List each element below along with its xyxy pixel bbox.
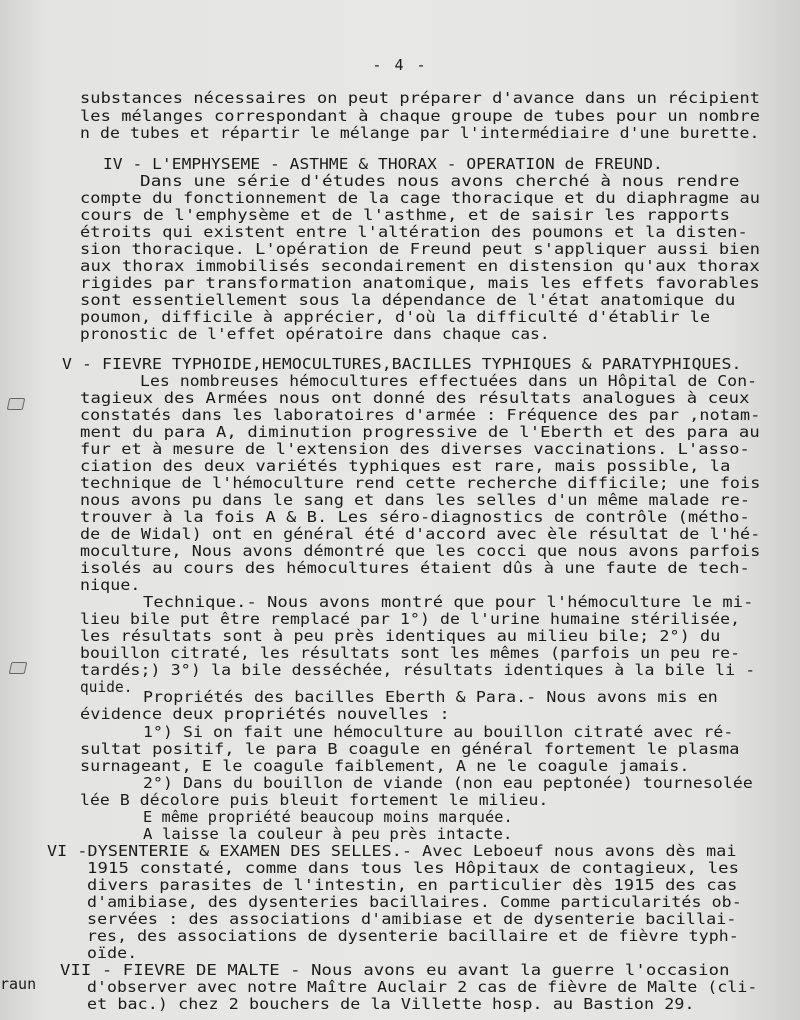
text-line: A laisse la couleur à peu près intacte. (143, 825, 513, 843)
text-line: moculture, Nous avons démontré que les cocci que nous avons parfois (80, 542, 761, 560)
text-line: rigides par transformation anatomique, mais les effets favorables (80, 274, 760, 292)
text-line: et bac.) chez 2 bouchers de la Villette hosp. au Bastion 29. (87, 995, 695, 1013)
text-line: res, des associations de dysenterie bacillaire et de fièvre typh- (87, 927, 739, 945)
text-line: VI -DYSENTERIE & EXAMEN DES SELLES.- Avec Leboeuf nous avons dès mai (47, 842, 737, 860)
text-line: ment du para A, diminution progressive de l'Eberth et des para au (80, 423, 760, 441)
text-line: 2°) Dans du bouillon de viande (non eau peptonée) tournesolée (143, 774, 753, 792)
text-line: n de tubes et répartir le mélange par l'intermédiaire d'une burette. (80, 124, 760, 142)
text-line: aux thorax immobilisés secondairement en distension qu'aux thorax (80, 257, 760, 275)
text-line: lieu bile put être remplacé par 1°) de l'urine humaine stérilisée, (80, 610, 741, 628)
text-line: les résultats sont à peu près identiques au milieu bile; 2°) du (80, 627, 721, 645)
text-line: Propriétés des bacilles Eberth & Para.- Nous avons mis en (143, 688, 718, 706)
text-line: tagieux des Armées nous ont donné des résultats analogues à ceux (80, 389, 750, 407)
margin-note: raun (0, 975, 37, 993)
text-line: quide. (80, 678, 133, 696)
text-line: sultat positif, le para B coagule en général fortement le plasma (80, 740, 740, 758)
text-line: IV - L'EMPHYSEME - ASTHME & THORAX - OPERATION de FREUND. (103, 155, 663, 173)
text-line: Technique.- Nous avons montré que pour l'hémoculture le mi- (143, 593, 754, 611)
text-line: nous avons pu dans le sang et dans les selles d'un même malade re- (80, 491, 751, 509)
text-line: oïde. (87, 944, 138, 962)
text-line: d'amibiase, des dysenteries bacillaires. Comme particularités ob- (87, 893, 742, 911)
text-line: Dans une série d'études nous avons cherché à nous rendre (140, 172, 740, 190)
text-line: isolés au cours des hémocultures étaient dûs à une faute de tech- (80, 559, 750, 577)
text-line: les mélanges correspondant à chaque groupe de tubes pour un nombre (80, 107, 761, 125)
text-line: bouillon citraté, les résultats sont les mêmes (parfois un peu re- (80, 644, 741, 662)
text-line: nique. (80, 576, 141, 594)
text-line: de de Widal) ont en général été d'accord avec èle résultat de l'hé- (80, 525, 761, 543)
text-line: servées : des associations d'amibiase et de dysenterie bacillai- (87, 910, 737, 928)
text-line: tardés;) 3°) la bile desséchée, résultats identiques à la bile li - (80, 661, 756, 679)
text-line: sont essentiellement sous la dépendance de l'état anatomique du (80, 291, 736, 309)
text-line: cours de l'emphysème et de l'asthme, et de saisir les rapports (80, 206, 731, 224)
text-line: pronostic de l'effet opératoire dans chaque cas. (80, 325, 550, 343)
margin-mark (7, 398, 26, 410)
text-line: d'observer avec notre Maître Auclair 2 cas de fièvre de Malte (cli- (87, 978, 758, 996)
text-line: divers parasites de l'intestin, en particulier dès 1915 des cas (87, 876, 738, 894)
text-line: trouver à la fois A & B. Les séro-diagnostics de contrôle (métho- (80, 508, 750, 526)
text-line: compte du fonctionnement de la cage thoracique et du diaphragme au (80, 189, 761, 207)
text-line: V - FIEVRE TYPHOIDE,HEMOCULTURES,BACILLES TYPHIQUES & PARATYPHIQUES. (62, 355, 742, 373)
text-line: 1915 constaté, comme dans tous les Hôpitaux de contagieux, les (87, 859, 740, 877)
text-line: poumon, difficile à apprécier, d'où la difficulté d'établir le (80, 308, 711, 326)
text-line: 1°) Si on fait une hémoculture au bouillon citraté avec ré- (143, 723, 734, 741)
text-line: sion thoracique. L'opération de Freund peut s'appliquer aussi bien (80, 240, 761, 258)
text-line: ciation des deux variétés typhiques est rare, mais possible, la (80, 457, 731, 475)
text-line: lée B décolore puis bleuit fortement le milieu. (80, 791, 549, 809)
text-line: VII - FIEVRE DE MALTE - Nous avons eu avant la guerre l'occasion (60, 961, 730, 979)
text-line: évidence deux propriétés nouvelles : (80, 705, 450, 723)
margin-mark (9, 662, 28, 674)
page-number: - 4 - (372, 56, 428, 74)
text-line: fur et à mesure de l'extension des diverses vaccinations. L'asso- (80, 440, 750, 458)
text-line: étroits qui existent entre l'altération des poumons et la disten- (80, 223, 748, 241)
text-line: E même propriété beaucoup moins marquée. (143, 808, 513, 826)
text-line: substances nécessaires on peut préparer d'avance dans un récipient (80, 89, 761, 107)
text-line: technique de l'hémoculture rend cette recherche difficile; une fois (80, 474, 761, 492)
text-line: constatés dans les laboratoires d'armée : Fréquence des par ,notam- (80, 406, 761, 424)
text-line: surnageant, E le coagule faiblement, A ne le coagule jamais. (80, 757, 690, 775)
text-line: Les nombreuses hémocultures effectuées dans un Hôpital de Con- (140, 372, 758, 390)
